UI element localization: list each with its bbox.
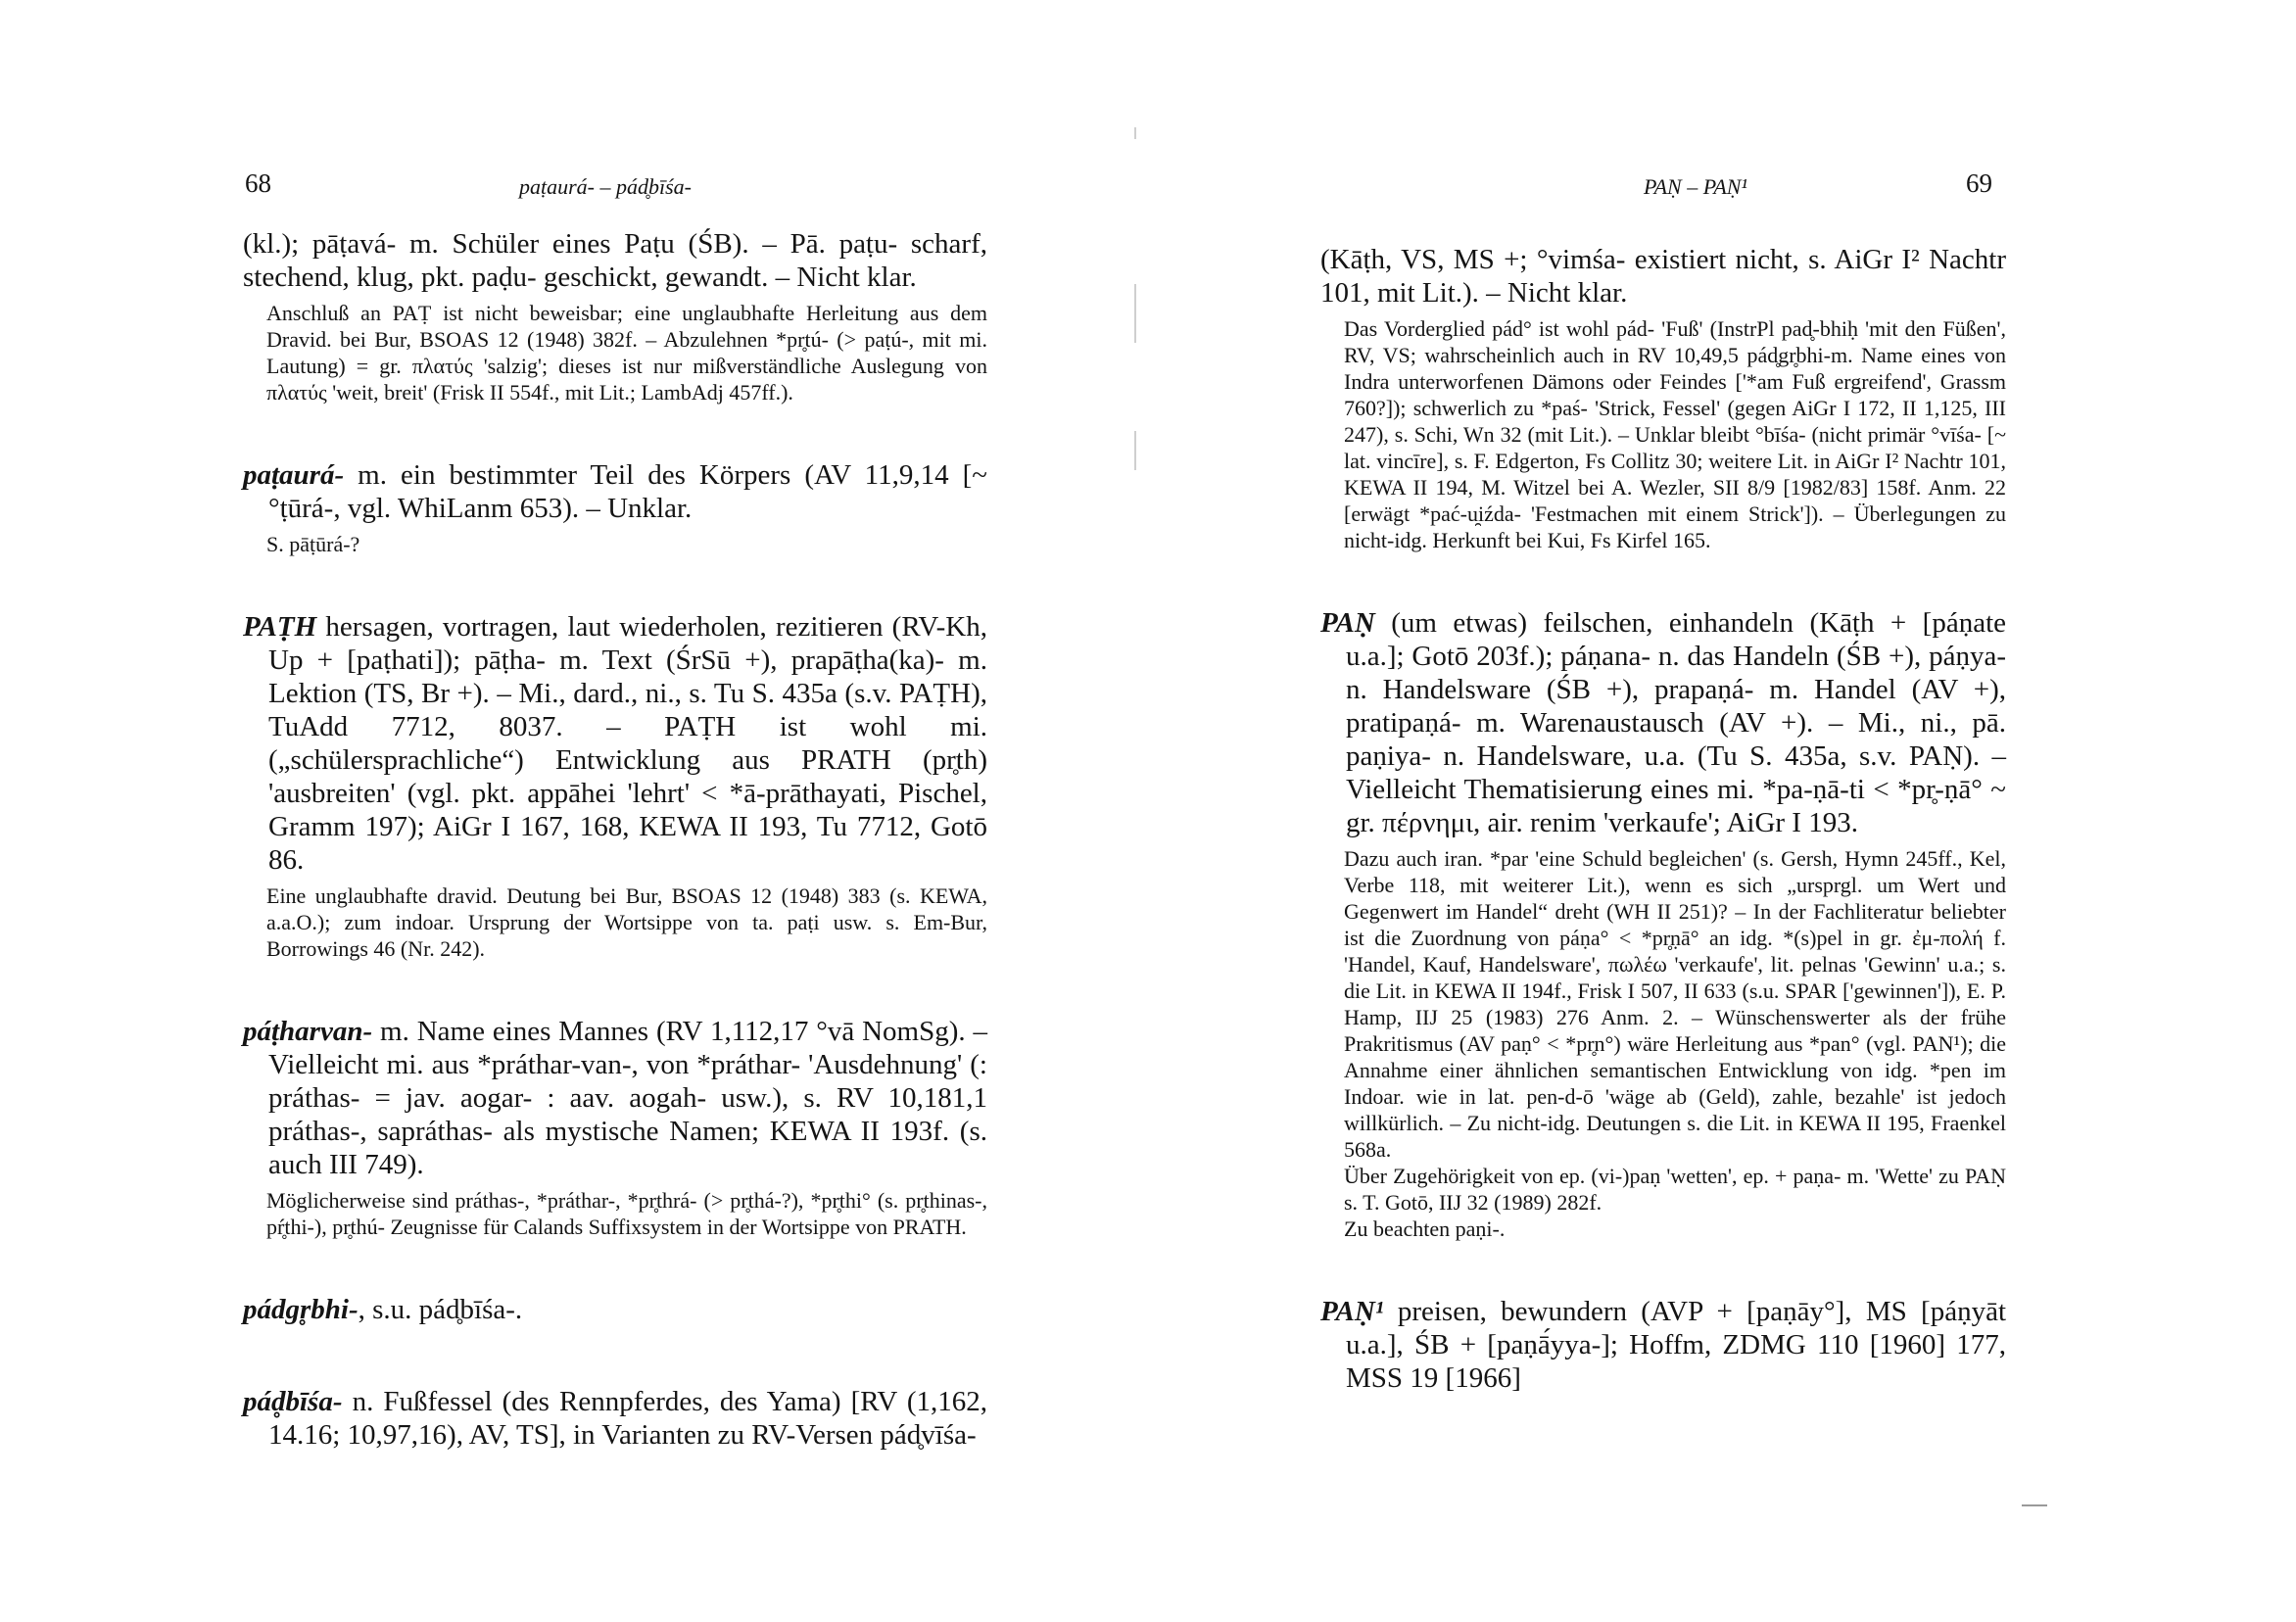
dictionary-entry [1320, 243, 2006, 310]
dictionary-entry [243, 227, 987, 294]
entry-text: , s.u. pád̥bīśa-. [358, 1294, 523, 1325]
spacer [243, 962, 987, 1015]
spacer [1320, 1242, 2006, 1295]
note-text: Anschluß an PAṬ ist nicht beweisbar; eine unglaubhafte Herleitung aus dem Dravid. bei Bur, BSOAS 12 (1948) 382f. – Abzulehnen *pr̥tú- (> paṭú-, mit mi. Lautung) = gr. πλατύς 'salzig'; dieses ist nur mißverständliche Auslegung von πλατύς 'weit, breit' (Frisk II 554f., mit Lit.; LambAdj 457ff.). [266, 301, 987, 405]
entry-lemma: páṭharvan- [243, 1016, 373, 1047]
entry-note [1344, 315, 2006, 553]
entry-lemma: paṭaurá- [243, 459, 345, 491]
entry-lemma: pádgr̥bhi- [243, 1294, 359, 1325]
note-text: Über Zugehörigkeit von ep. (vi-)paṇ 'wetten', ep. + paṇa- m. 'Wette' zu PAṆ s. T. Gotō, IIJ 32 (1989) 282f. [1344, 1164, 2006, 1215]
dictionary-entry [1320, 1295, 2006, 1395]
entry-note [266, 1187, 987, 1240]
entry-note [1344, 1216, 2006, 1242]
dictionary-entry [243, 610, 987, 877]
note-text: S. pāṭūrá-? [266, 532, 360, 556]
gutter-mark [1134, 127, 1136, 139]
scan-mark [2022, 1504, 2047, 1506]
gutter-mark [1134, 431, 1136, 470]
right-page-header [1320, 165, 2006, 204]
dictionary-entry [243, 458, 987, 525]
entry-lemma: pád̥bīśa- [243, 1386, 343, 1417]
entry-text: m. Name eines Mannes (RV 1,112,17 °vā NomSg). – Vielleicht mi. aus *práthar-van-, von *práthar- 'Ausdehnung' (: práthas- = jav. aogar- : aav. aogah- usw.), s. RV 10,181,1 práthas-, sapráthas- als mystische Namen; KEWA II 193f. (s. auch III 749). [268, 1016, 987, 1180]
entry-text: n. Fußfessel (des Rennpferdes, des Yama) [RV (1,162, 14.16; 10,97,16), AV, TS], in Varianten zu RV-Versen pád̥vīśa- [268, 1386, 987, 1451]
dictionary-entry [243, 1385, 987, 1452]
note-text: Möglicherweise sind práthas-, *práthar-, *pr̥thrá- (> pr̥thá-?), *pr̥thi° (s. pr̥thinas-, pŕ̥thi-), pr̥thú- Zeugnisse für Calands Suffixsystem in der Wortsippe von PRATH. [266, 1188, 987, 1239]
entry-note [1344, 1163, 2006, 1216]
spacer [1320, 553, 2006, 606]
note-text: Dazu auch iran. *par 'eine Schuld begleichen' (s. Gersh, Hymn 245ff., Kel, Verbe 118, mit weiterer Lit.), wenn es sich „ursprgl. um Wert und Gegenwert im Handel“ dreht (WH II 251)? – In der Fachliteratur beliebter ist die Zuordnung von páṇa° < *pr̥ṇā° an idg. *(s)pel in gr. ἐμ-πολή f. 'Handel, Kauf, Handelsware', πωλέω 'verkaufe', lit. pelnas 'Gewinn' u.a.; s. die Lit. in KEWA II 194f., Frisk I 507, II 633 (s.u. SPAR ['gewinnen']), E. P. Hamp, IIJ 25 (1983) 276 Anm. 2. – Wünschenswerter als der frühe Prakritismus (AV paṇ° < *pr̥n°) wäre Herleitung aus *pan° (vgl. PAN¹); die Annahme einer ähnlichen semantischen Entwicklung von idg. *pen im Indoar. wie in lat. pen-d-ō 'wäge ab (Geld), zahle, bezahle' ist jedoch willkürlich. – Zu nicht-idg. Deutungen s. die Lit. in KEWA II 195, Fraenkel 568a. [1344, 846, 2006, 1162]
entry-note [1344, 845, 2006, 1163]
note-text: Eine unglaubhafte dravid. Deutung bei Bur, BSOAS 12 (1948) 383 (s. KEWA, a.a.O.); zum indoar. Ursprung der Wortsippe von ta. paṭi usw. s. Em-Bur, Borrowings 46 (Nr. 242). [266, 883, 987, 961]
entry-text: m. ein bestimmter Teil des Körpers (AV 11,9,14 [~ °ṭūrá-, vgl. WhiLanm 653). – Unklar. [268, 459, 987, 524]
entry-lemma: PAṆ¹ [1320, 1296, 1384, 1327]
right-page [1320, 0, 2006, 1622]
entry-lemma: PAṬH [243, 611, 317, 643]
entry-note [266, 883, 987, 962]
spacer [243, 1240, 987, 1293]
dictionary-entry [243, 1015, 987, 1181]
spacer [243, 557, 987, 610]
entry-text: preisen, bewundern (AVP + [paṇāy°], MS [páṇyāt u.a.], ŚB + [paṇā́yya-]; Hoffm, ZDMG 110 [1960] 177, MSS 19 [1966] [1346, 1296, 2006, 1394]
entry-text: (um etwas) feilschen, einhandeln (Kāṭh + [páṇate u.a.]; Gotō 203f.); páṇana- n. das Handeln (ŚB +), páṇya- n. Handelsware (ŚB +), prapaṇá- m. Handel (AV +), pratipaṇá- m. Warenaustausch (AV +). – Mi., ni., pā. paṇiya- n. Handelsware, u.a. (Tu S. 435a, s.v. PAṆ). – Vielleicht Thematisierung eines mi. *pa-ṇā-ti < *pr̥-ṇā° ~ gr. πέρνημι, air. renim 'verkaufe'; AiGr I 193. [1346, 607, 2006, 838]
left-page-header [243, 165, 987, 204]
spacer [243, 406, 987, 458]
left-page-number: 68 [245, 168, 271, 198]
note-text: Zu beachten paṇi-. [1344, 1216, 1506, 1241]
entry-text: (kl.); pāṭavá- m. Schüler eines Paṭu (ŚB). – Pā. paṭu- scharf, stechend, klug, pkt. paḍu- geschickt, gewandt. – Nicht klar. [243, 228, 987, 293]
left-page [243, 0, 987, 1622]
right-page-number: 69 [1966, 168, 1992, 198]
note-text: Das Vorderglied pád° ist wohl pád- 'Fuß' (InstrPl pad̥-bhiḥ 'mit den Füßen', RV, VS; wahrscheinlich auch in RV 10,49,5 pád̥gr̥bhi-m. Name eines von Indra unterworfenen Dämons oder Feindes ['*am Fuß ergreifend', Grassm 760?]); schwerlich zu *paś- 'Strick, Fessel' (gegen AiGr I 172, II 1,125, III 247), s. Schi, Wn 32 (mit Lit.). – Unklar bleibt °bīśa- (nicht primär °vīśa- [~ lat. vincīre], s. F. Edgerton, Fs Collitz 30; weitere Lit. in AiGr I² Nachtr 101, KEWA II 194, M. Witzel bei A. Wezler, SII 8/9 [1982/83] 158f. Anm. 22 [erwägt *pać-u̯iźda- 'Festmachen mit einem Strick']). – Überlegungen zu nicht-idg. Herkunft bei Kui, Fs Kirfel 165. [1344, 316, 2006, 552]
right-running-head: PAṆ – PAṆ¹ [1644, 174, 1748, 199]
entry-note [266, 300, 987, 406]
spacer [243, 1332, 987, 1385]
dictionary-entry [1320, 606, 2006, 839]
dictionary-entry [243, 1293, 987, 1326]
right-page-body [1320, 243, 2006, 1401]
entry-text: hersagen, vortragen, laut wiederholen, rezitieren (RV-Kh, Up + [paṭhati]); pāṭha- m. Text (ŚrSū +), prapāṭha(ka)- m. Lektion (TS, Br +). – Mi., dard., ni., s. Tu S. 435a (s.v. PAṬH), TuAdd 7712, 8037. – PAṬH ist wohl mi. („schülersprachliche“) Entwicklung aus PRATH (pr̥th) 'ausbreiten' (vgl. pkt. appāhei 'lehrt' < *ā-prāthayati, Pischel, Gramm 197); AiGr I 167, 168, KEWA II 193, Tu 7712, Gotō 86. [268, 611, 987, 876]
entry-text: (Kāṭh, VS, MS +; °vimśa- existiert nicht, s. AiGr I² Nachtr 101, mit Lit.). – Nicht klar. [1320, 244, 2006, 309]
gutter-mark [1134, 284, 1136, 343]
left-running-head: paṭaurá- – pád̥bīśa- [519, 174, 692, 199]
left-page-body [243, 227, 987, 1457]
entry-note [266, 531, 987, 557]
entry-lemma: PAṆ [1320, 607, 1375, 639]
